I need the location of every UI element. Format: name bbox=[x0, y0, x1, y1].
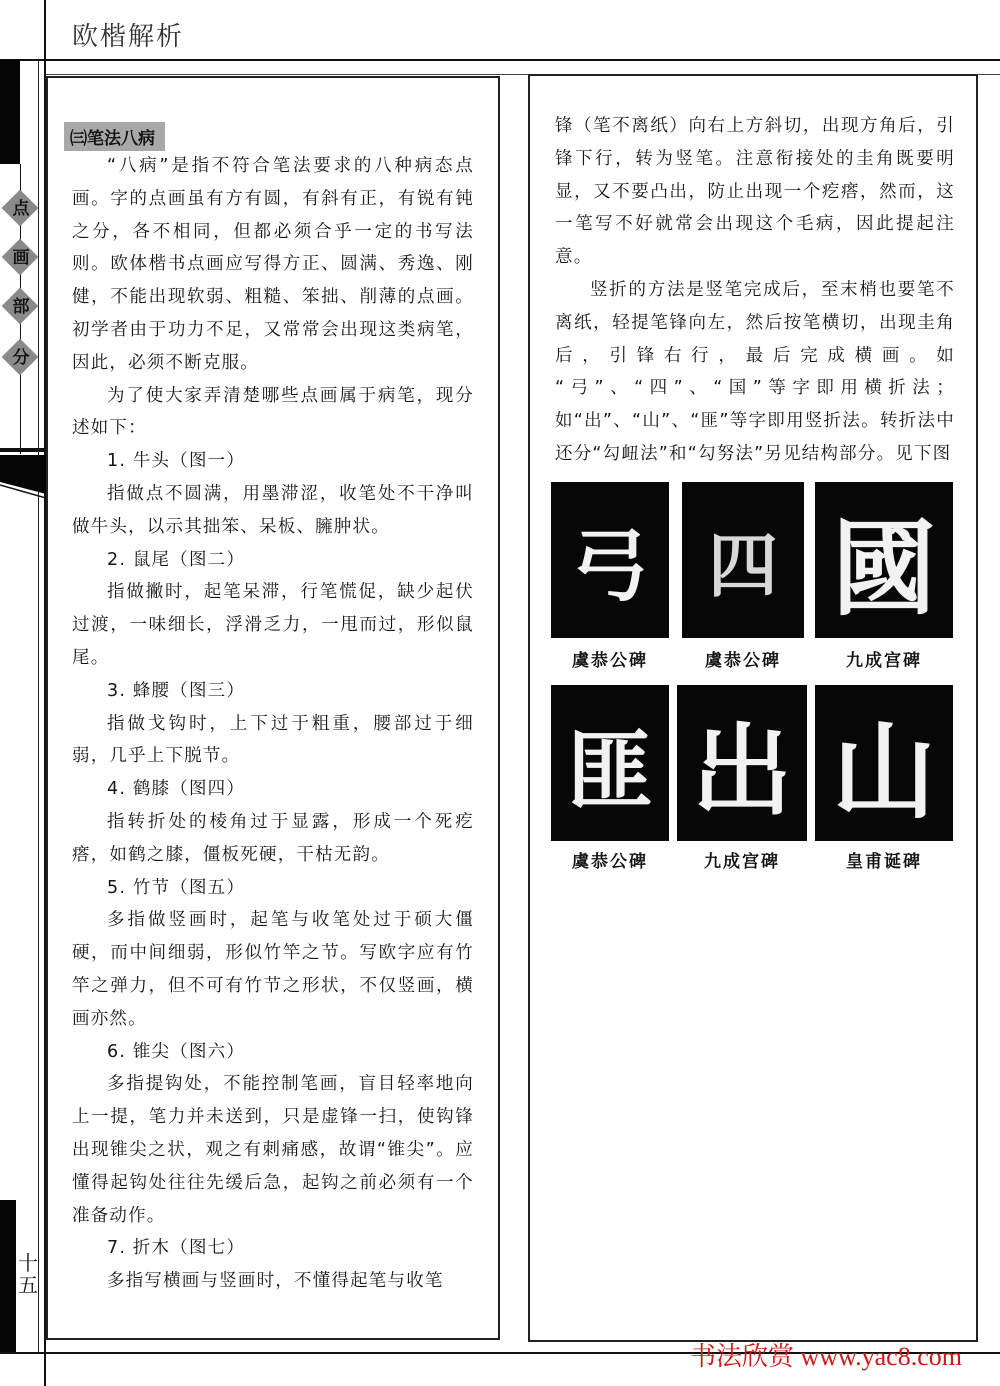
item-heading-2: 2. 鼠尾（图二） bbox=[107, 549, 246, 570]
item-heading-7: 7. 折木（图七） bbox=[107, 1238, 246, 1259]
side-tab-char: 点 bbox=[12, 199, 30, 219]
page-number-char: 五 bbox=[18, 1273, 38, 1297]
item-body-6: 多指提钩处，不能控制笔画，盲目轻率地向上一提，笔力并未送到，只是虚锋一扫，使钩锋出现锥尖之状，观之有刺痛感，故谓“锥尖”。应懂得起钩处往往先缓后急，起钩之前必须有一个准备动作。 bbox=[72, 1074, 474, 1226]
item-body-4: 指转折处的棱角过于显露，形成一个死疙瘩，如鹤之膝，僵板死硬，干枯无韵。 bbox=[72, 811, 474, 865]
page-number bbox=[16, 1252, 40, 1296]
paragraph-lead: 为了使大家弄清楚哪些点画属于病笔，现分述如下： bbox=[72, 385, 474, 439]
left-text-column bbox=[72, 150, 474, 1298]
side-tab-char: 分 bbox=[12, 348, 30, 368]
section-heading: ㈢笔法八病 bbox=[64, 122, 165, 151]
side-tab-black-bottom bbox=[0, 1200, 16, 1352]
paragraph-vertical-fold: 竖折的方法是竖笔完成后，至末梢也要笔不离纸，轻提笔锋向左，然后按笔横切，出现圭角后，引锋右行，最后完成横画。如 “弓”、“四”、“国”等字即用横折法；如“出”、“山”、“匪”等字即用竖折法。转折法中还分“勾衄法”和“勾努法”另见结构部分。见下图 bbox=[555, 279, 955, 464]
side-tab-char: 画 bbox=[12, 248, 30, 268]
calligraphy-example-1 bbox=[551, 482, 669, 671]
calligraphy-caption: 虞恭公碑 bbox=[705, 651, 781, 671]
page-header-title: 欧楷解析 bbox=[72, 22, 185, 52]
side-tab-slanted-band bbox=[0, 448, 46, 500]
side-tab-diamond-2 bbox=[4, 241, 38, 275]
side-tab-char: 部 bbox=[12, 297, 30, 317]
item-body-7: 多指写横画与竖画时，不懂得起笔与收笔 bbox=[107, 1271, 444, 1292]
item-body-3: 指做戈钩时，上下过于粗重，腰部过于细弱，几乎上下脱节。 bbox=[72, 713, 474, 767]
calligraphy-caption: 九成宫碑 bbox=[846, 651, 922, 671]
side-tab-diamond-1 bbox=[4, 192, 38, 226]
side-tab-black-top bbox=[0, 60, 20, 164]
calligraphy-example-2 bbox=[682, 482, 804, 671]
paragraph-continued: 锋（笔不离纸）向右上方斜切，出现方角后，引锋下行，转为竖笔。注意衔接处的圭角既要明显，又不要凸出，防止出现一个疙瘩，然而，这一笔写不好就常会出现这个毛病，因此提起注意。 bbox=[555, 116, 955, 268]
item-body-1: 指做点不圆满，用墨滞涩，收笔处不干净叫做牛头，以示其拙笨、呆板、臃肿状。 bbox=[72, 483, 474, 537]
calligraphy-caption: 九成宫碑 bbox=[704, 852, 780, 872]
right-text-column bbox=[555, 110, 955, 471]
side-tab-diamond-3 bbox=[4, 290, 38, 324]
item-body-2: 指做撇时，起笔呆滞，行笔慌促，缺少起伏过渡，一味细长，浮滑乏力，一甩而过，形似鼠尾。 bbox=[72, 582, 474, 668]
calligraphy-example-4 bbox=[551, 685, 669, 872]
calligraphy-char-image: 山 bbox=[815, 685, 953, 841]
calligraphy-char-image: 國 bbox=[815, 482, 953, 638]
item-heading-1: 1. 牛头（图一） bbox=[107, 451, 246, 472]
page-number-char: 十 bbox=[18, 1251, 38, 1275]
item-heading-4: 4. 鹤膝（图四） bbox=[107, 779, 246, 800]
calligraphy-example-6 bbox=[815, 685, 953, 872]
header-rule bbox=[0, 59, 1000, 61]
side-tab-inner-line bbox=[38, 60, 39, 1352]
calligraphy-caption: 虞恭公碑 bbox=[572, 651, 648, 671]
calligraphy-char-image: 出 bbox=[677, 685, 807, 841]
calligraphy-char-image: 四 bbox=[682, 482, 804, 638]
side-tab-diamond-4 bbox=[4, 341, 38, 375]
item-body-5: 多指做竖画时，起笔与收笔处过于硕大僵硬，而中间细弱，形似竹竿之节。写欧字应有竹竿之弹力，但不可有竹节之形状，不仅竖画，横画亦然。 bbox=[72, 910, 474, 1029]
item-heading-3: 3. 蜂腰（图三） bbox=[107, 680, 246, 701]
calligraphy-example-5 bbox=[677, 685, 807, 872]
paragraph-intro: “八病”是指不符合笔法要求的八种病态点画。字的点画虽有方有圆，有斜有正，有锐有钝之分，各不相同，但都必须合乎一定的书写法则。欧体楷书点画应写得方正、圆满、秀逸、刚健，不能出现软弱、粗糙、笨拙、削薄的点画。初学者由于功力不足，又常常会出现这类病笔，因此，必须不断克服。 bbox=[72, 156, 474, 373]
calligraphy-caption: 虞恭公碑 bbox=[572, 852, 648, 872]
watermark-link[interactable]: 书法欣赏 www.yac8.com bbox=[690, 1342, 962, 1371]
calligraphy-caption: 皇甫诞碑 bbox=[846, 852, 922, 872]
calligraphy-char-image: 弓 bbox=[551, 482, 669, 638]
item-heading-5: 5. 竹节（图五） bbox=[107, 877, 246, 898]
item-heading-6: 6. 锥尖（图六） bbox=[107, 1041, 246, 1062]
calligraphy-char-image: 匪 bbox=[551, 685, 669, 841]
calligraphy-example-3 bbox=[815, 482, 953, 671]
